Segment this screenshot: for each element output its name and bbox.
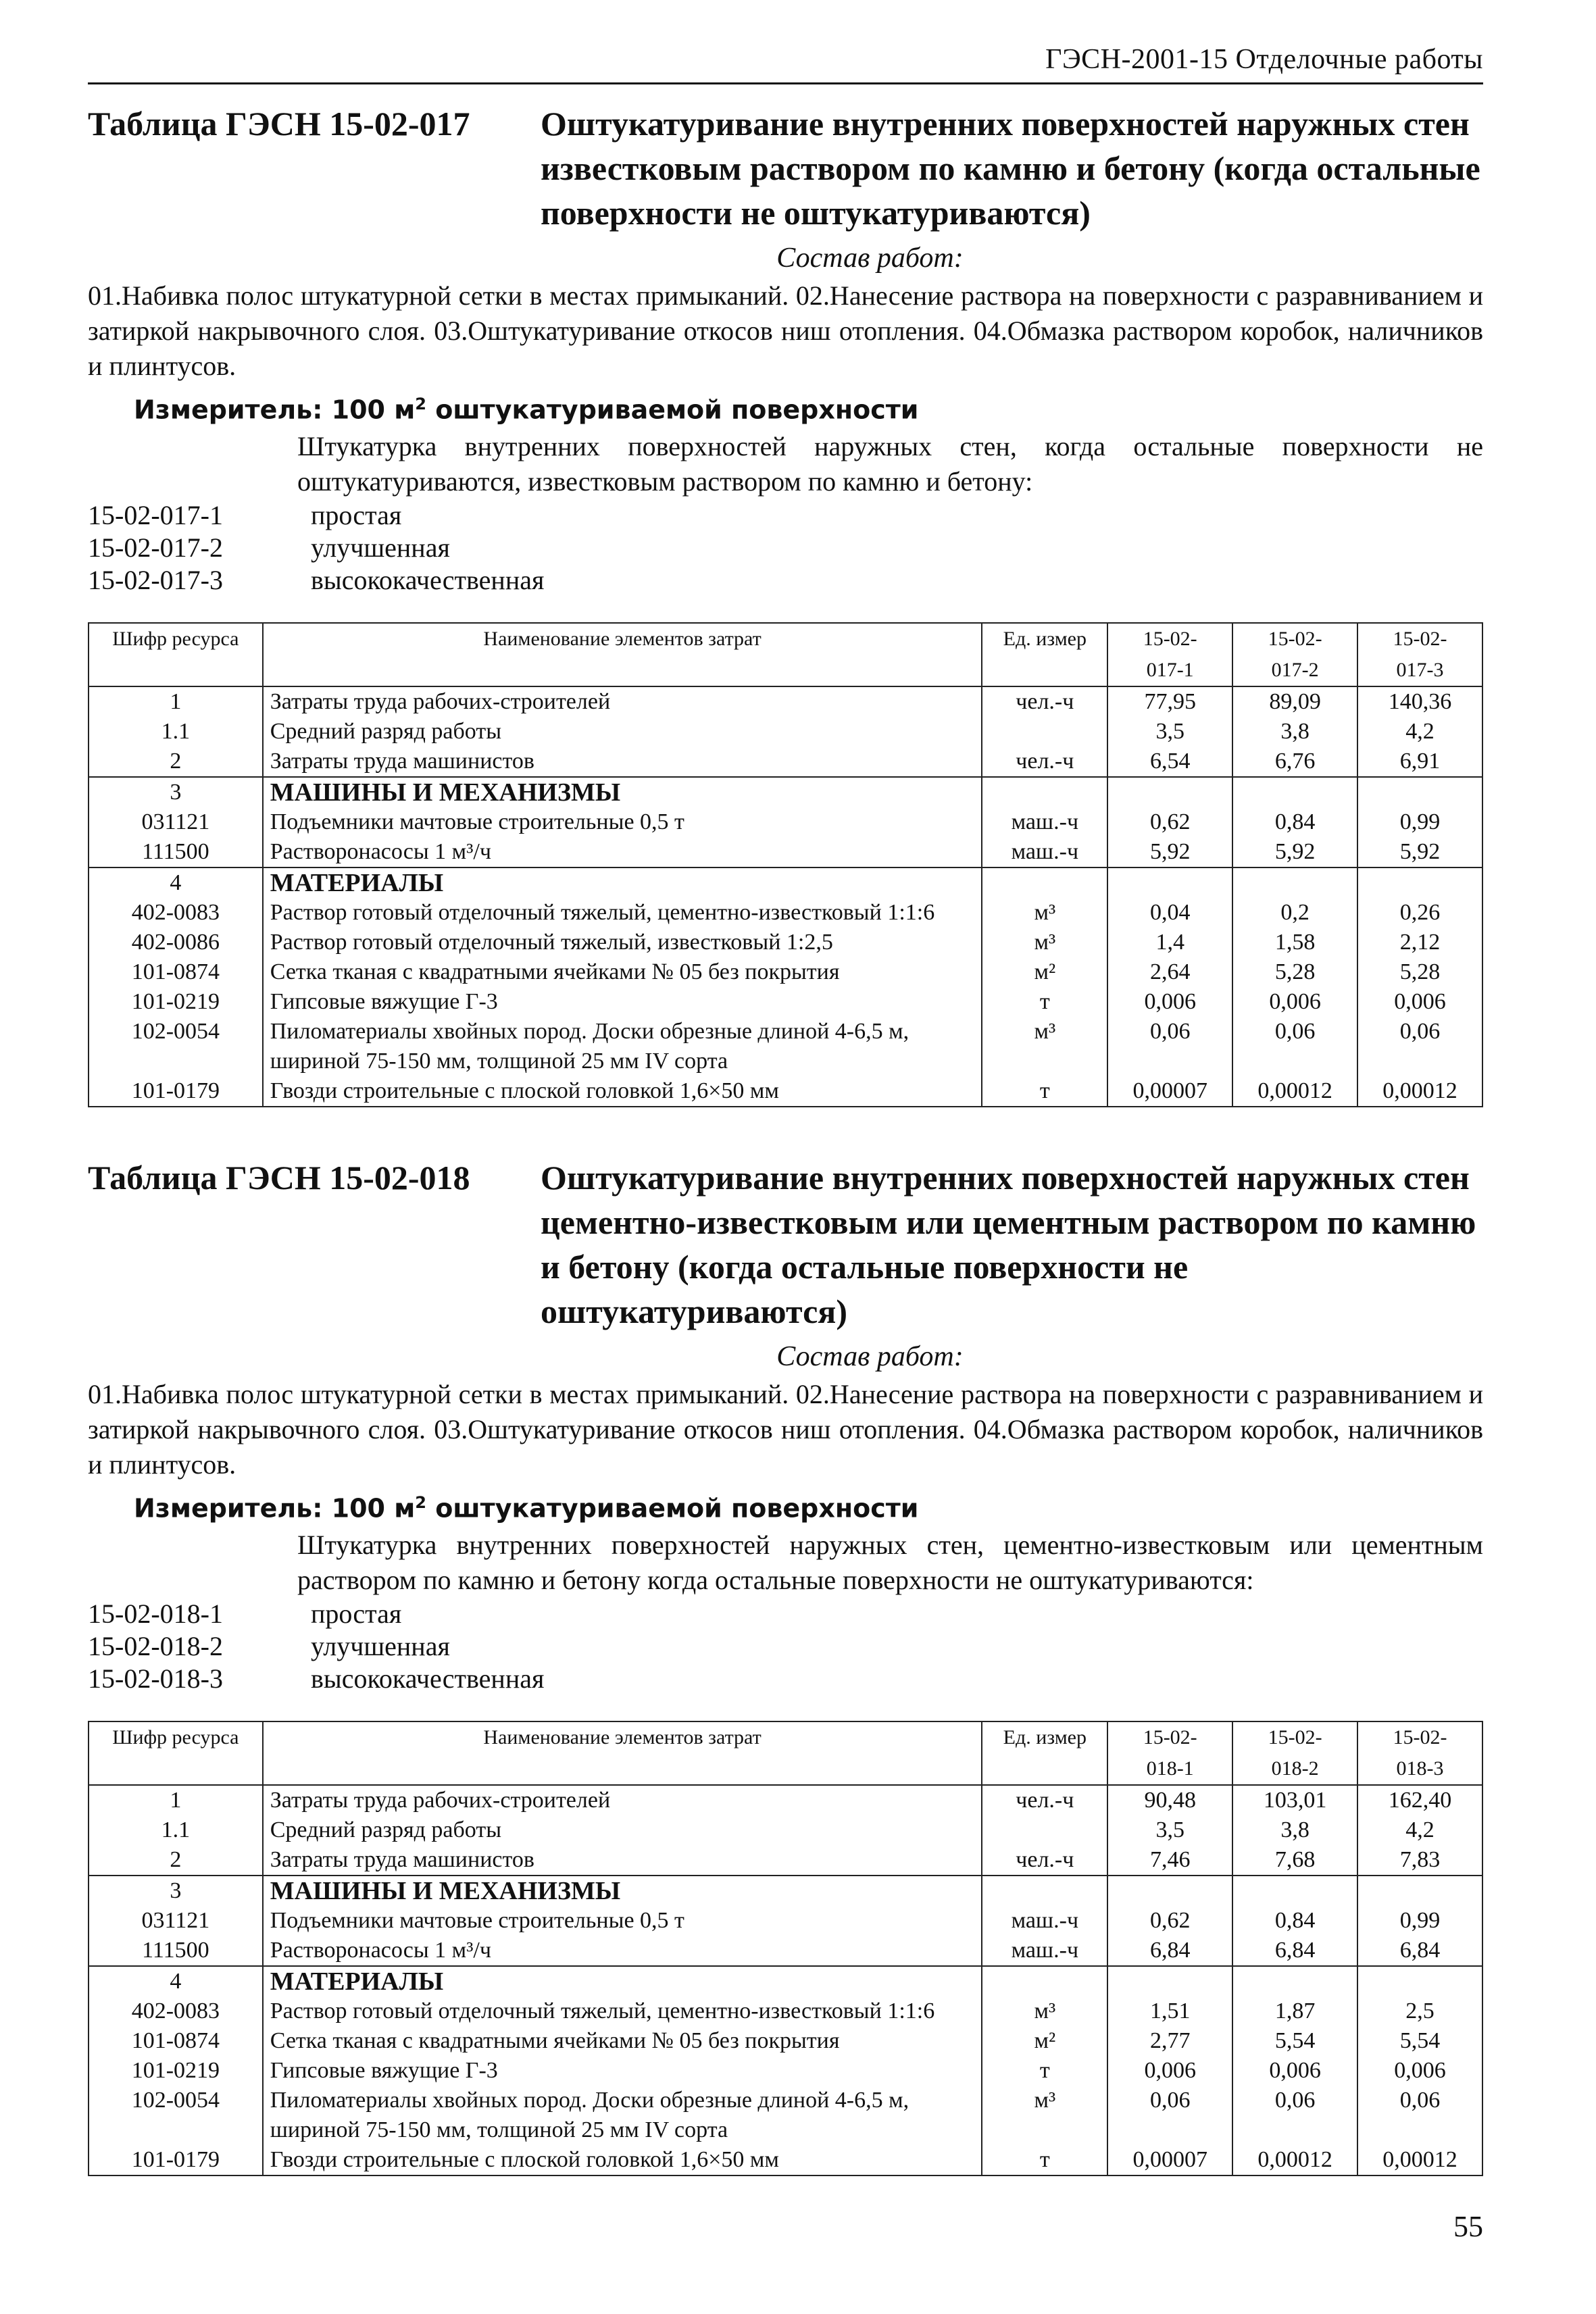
variant-row [88, 1663, 1483, 1695]
variant-name: простая [311, 499, 402, 530]
norm-value: 0,00012 [1357, 2145, 1482, 2175]
resource-code: 402-0083 [89, 898, 263, 928]
resource-code: 101-0874 [89, 2026, 263, 2056]
norm-value: 0,006 [1107, 987, 1232, 1017]
norm-value: 0,26 [1357, 898, 1482, 928]
resource-unit: чел.-ч [982, 1785, 1107, 1815]
variant-row [88, 1630, 1483, 1663]
norm-value: 3,8 [1232, 1815, 1357, 1845]
variant-code: 15-02-017-3 [88, 564, 223, 595]
empty-cell [1357, 1876, 1482, 1906]
resource-code: 101-0219 [89, 2056, 263, 2086]
resource-name: Пиломатериалы хвойных пород. Доски обрезные длиной 4-6,5 м, шириной 75-150 мм, толщиной 25 мм IV сорта [263, 2086, 982, 2145]
column-header-line1: 15-02- [1143, 627, 1197, 650]
norm-value: 0,84 [1232, 807, 1357, 837]
norm-value: 0,06 [1357, 2086, 1482, 2145]
resource-unit: м³ [982, 898, 1107, 928]
resource-name: Затраты труда машинистов [263, 1845, 982, 1876]
norm-value: 5,92 [1107, 837, 1232, 867]
table-row [89, 1906, 1482, 1936]
norm-value: 3,8 [1232, 717, 1357, 747]
meter-sup: 2 [415, 395, 426, 413]
resource-code: 402-0086 [89, 928, 263, 957]
header-rule [88, 82, 1483, 84]
norm-value: 0,06 [1232, 2086, 1357, 2145]
norm-value: 0,06 [1107, 1017, 1232, 1076]
table-row [89, 1845, 1482, 1876]
norm-value: 2,5 [1357, 1996, 1482, 2026]
resource-code: 101-0179 [89, 1076, 263, 1107]
norm-value: 140,36 [1357, 686, 1482, 717]
norm-value: 5,92 [1357, 837, 1482, 867]
variant-row [88, 499, 1483, 532]
resource-code: 111500 [89, 837, 263, 867]
norm-value: 5,54 [1357, 2026, 1482, 2056]
norm-value: 2,77 [1107, 2026, 1232, 2056]
meter-value: 100 м [331, 1493, 416, 1524]
norm-value: 7,83 [1357, 1845, 1482, 1876]
resource-name: Подъемники мачтовые строительные 0,5 т [263, 807, 982, 837]
column-header-norm [1107, 623, 1232, 686]
resource-unit: маш.-ч [982, 1936, 1107, 1966]
group-header-row [89, 1966, 1482, 1996]
column-header-unit: Ед. измер [982, 1721, 1107, 1785]
column-header-norm [1107, 1721, 1232, 1785]
resource-name: Гипсовые вяжущие Г-3 [263, 2056, 982, 2086]
norm-value: 0,00012 [1232, 2145, 1357, 2175]
norm-value: 89,09 [1232, 686, 1357, 717]
norm-value: 0,006 [1357, 2056, 1482, 2086]
group-code: 4 [89, 867, 263, 898]
table-title [88, 101, 1483, 235]
column-header-norm [1357, 623, 1482, 686]
variant-code: 15-02-017-1 [88, 499, 223, 530]
resource-unit: т [982, 1076, 1107, 1107]
resource-name: Растворонасосы 1 м³/ч [263, 1936, 982, 1966]
resource-code: 101-0219 [89, 987, 263, 1017]
norm-value: 7,68 [1232, 1845, 1357, 1876]
table-row [89, 1936, 1482, 1966]
norm-value: 0,00007 [1107, 2145, 1232, 2175]
column-header-line1: 15-02- [1143, 1726, 1197, 1749]
resource-code: 1 [89, 686, 263, 717]
table-row [89, 747, 1482, 777]
norm-value: 0,00012 [1357, 1076, 1482, 1107]
empty-cell [1232, 1876, 1357, 1906]
table-row [89, 2086, 1482, 2145]
resource-unit: чел.-ч [982, 747, 1107, 777]
column-header-line1: 15-02- [1393, 1726, 1447, 1749]
norm-value: 0,006 [1232, 2056, 1357, 2086]
column-header-norm [1357, 1721, 1482, 1785]
table-row [89, 1785, 1482, 1815]
resource-unit: м³ [982, 1017, 1107, 1076]
resource-name: Затраты труда рабочих-строителей [263, 686, 982, 717]
resource-unit: м³ [982, 928, 1107, 957]
table-row [89, 928, 1482, 957]
resource-name: Средний разряд работы [263, 1815, 982, 1845]
empty-cell [1232, 867, 1357, 898]
resource-name: Раствор готовый отделочный тяжелый, цементно-известковый 1:1:6 [263, 1996, 982, 2026]
resource-name: Раствор готовый отделочный тяжелый, цементно-известковый 1:1:6 [263, 898, 982, 928]
column-header-norm [1232, 1721, 1357, 1785]
norm-value: 0,99 [1357, 1906, 1482, 1936]
resource-code: 1.1 [89, 1815, 263, 1845]
resource-unit [982, 1815, 1107, 1845]
resource-name: Затраты труда машинистов [263, 747, 982, 777]
table-row [89, 686, 1482, 717]
column-header-line2: 018-1 [1146, 1757, 1194, 1780]
resource-unit: маш.-ч [982, 807, 1107, 837]
composition-text: 01.Набивка полос штукатурной сетки в местах примыканий. 02.Нанесение раствора на поверхности с разравниванием и затиркой накрывочного слоя. 03.Оштукатуривание откосов ниш отопления. 04.Обмазка раствором коробок, наличников и плинтусов. [88, 1379, 1483, 1480]
resource-unit: м² [982, 957, 1107, 987]
column-header-line2: 018-2 [1271, 1757, 1319, 1780]
table-id: Таблица ГЭСН 15-02-018 [88, 1159, 470, 1197]
running-head: ГЭСН-2001-15 Отделочные работы [1045, 44, 1483, 75]
resource-code: 111500 [89, 1936, 263, 1966]
norm-value: 77,95 [1107, 686, 1232, 717]
meter-value: 100 м [331, 395, 416, 425]
meter-label: Измеритель: [134, 1493, 323, 1524]
norm-value: 0,006 [1107, 2056, 1232, 2086]
meter-rest: оштукатуриваемой поверхности [435, 1493, 919, 1524]
meter-label: Измеритель: [134, 395, 323, 425]
empty-cell [1107, 1966, 1232, 1996]
empty-cell [1107, 1876, 1232, 1906]
group-code: 3 [89, 777, 263, 807]
norm-value: 4,2 [1357, 1815, 1482, 1845]
norm-value: 103,01 [1232, 1785, 1357, 1815]
empty-cell [1357, 1966, 1482, 1996]
column-header-code: Шифр ресурса [89, 1721, 263, 1785]
resource-code: 2 [89, 747, 263, 777]
norm-value: 6,84 [1107, 1936, 1232, 1966]
column-header-name: Наименование элементов затрат [263, 1721, 982, 1785]
norm-value: 2,12 [1357, 928, 1482, 957]
intro-text: Штукатурка внутренних поверхностей наружных стен, цементно-известковым или цементным раствором по камню и бетону когда остальные поверхности не оштукатуриваются: [297, 1529, 1483, 1595]
column-header-norm [1232, 623, 1357, 686]
norm-value: 6,84 [1232, 1936, 1357, 1966]
variant-name: простая [311, 1598, 402, 1629]
table-row [89, 2026, 1482, 2056]
resource-name: Гипсовые вяжущие Г-3 [263, 987, 982, 1017]
resource-name: Гвозди строительные с плоской головкой 1,6×50 мм [263, 2145, 982, 2175]
resource-code: 1.1 [89, 717, 263, 747]
empty-cell [1357, 777, 1482, 807]
table-row [89, 1996, 1482, 2026]
norm-value: 1,87 [1232, 1996, 1357, 2026]
resource-code: 102-0054 [89, 1017, 263, 1076]
norm-value: 1,58 [1232, 928, 1357, 957]
variant-name: улучшенная [311, 532, 450, 563]
norm-value: 5,28 [1232, 957, 1357, 987]
norm-value: 6,91 [1357, 747, 1482, 777]
norm-value: 0,06 [1357, 1017, 1482, 1076]
empty-cell [1357, 867, 1482, 898]
norm-value: 0,06 [1232, 1017, 1357, 1076]
norm-value: 5,28 [1357, 957, 1482, 987]
norm-value: 0,84 [1232, 1906, 1357, 1936]
resource-code: 101-0179 [89, 2145, 263, 2175]
empty-cell [1107, 777, 1232, 807]
resource-code: 2 [89, 1845, 263, 1876]
group-name: МАШИНЫ И МЕХАНИЗМЫ [263, 1876, 982, 1906]
column-header-line2: 017-3 [1396, 658, 1444, 681]
meter-sup: 2 [415, 1493, 426, 1512]
column-header-line2: 018-3 [1396, 1757, 1444, 1780]
column-header-code: Шифр ресурса [89, 623, 263, 686]
composition-heading: Состав работ: [776, 243, 964, 274]
norm-value: 0,06 [1107, 2086, 1232, 2145]
intro-text: Штукатурка внутренних поверхностей наружных стен, когда остальные поверхности не оштукатуриваются, известковым раствором по камню и бетону: [297, 430, 1483, 497]
norm-value: 6,84 [1357, 1936, 1482, 1966]
norm-value: 0,006 [1232, 987, 1357, 1017]
variant-code: 15-02-017-2 [88, 532, 223, 563]
resource-unit: м² [982, 2026, 1107, 2056]
table-row [89, 957, 1482, 987]
group-name: МАТЕРИАЛЫ [263, 1966, 982, 1996]
table-row [89, 1076, 1482, 1107]
empty-cell [1232, 1966, 1357, 1996]
norm-value: 162,40 [1357, 1785, 1482, 1815]
table-name: Оштукатуривание внутренних поверхностей наружных стен известковым раствором по камню и бетону (когда остальные поверхности не оштукатуриваются) [541, 105, 1480, 232]
table-name: Оштукатуривание внутренних поверхностей наружных стен цементно-известковым или цементным раствором по камню и бетону (когда остальные поверхности не оштукатуриваются) [541, 1159, 1476, 1330]
norm-value: 4,2 [1357, 717, 1482, 747]
variant-name: высококачественная [311, 1663, 545, 1694]
meter-line [134, 385, 1483, 429]
table-row [89, 1017, 1482, 1076]
empty-cell [982, 867, 1107, 898]
column-header-name: Наименование элементов затрат [263, 623, 982, 686]
norm-value: 6,76 [1232, 747, 1357, 777]
variant-code: 15-02-018-3 [88, 1663, 223, 1694]
table-row [89, 717, 1482, 747]
norm-value: 5,92 [1232, 837, 1357, 867]
resource-code: 102-0054 [89, 2086, 263, 2145]
resource-unit: т [982, 2056, 1107, 2086]
resource-table [88, 1721, 1483, 2176]
table-row [89, 2145, 1482, 2175]
table-id: Таблица ГЭСН 15-02-017 [88, 105, 470, 143]
resource-table [88, 622, 1483, 1107]
variant-code: 15-02-018-2 [88, 1630, 223, 1661]
resource-unit: чел.-ч [982, 686, 1107, 717]
table-title [88, 1155, 1483, 1334]
group-header-row [89, 867, 1482, 898]
table-row [89, 1815, 1482, 1845]
group-header-row [89, 1876, 1482, 1906]
norm-value: 3,5 [1107, 717, 1232, 747]
resource-unit: м³ [982, 1996, 1107, 2026]
variant-row [88, 564, 1483, 597]
table-row [89, 807, 1482, 837]
norm-value: 0,00012 [1232, 1076, 1357, 1107]
resource-unit: т [982, 987, 1107, 1017]
group-code: 4 [89, 1966, 263, 1996]
resource-code: 031121 [89, 807, 263, 837]
table-row [89, 987, 1482, 1017]
resource-unit: т [982, 2145, 1107, 2175]
column-header-line2: 017-2 [1271, 658, 1319, 681]
resource-unit: чел.-ч [982, 1845, 1107, 1876]
table-row [89, 837, 1482, 867]
group-header-row [89, 777, 1482, 807]
group-code: 3 [89, 1876, 263, 1906]
norm-value: 0,04 [1107, 898, 1232, 928]
resource-unit: маш.-ч [982, 837, 1107, 867]
resource-unit: м³ [982, 2086, 1107, 2145]
column-header-line1: 15-02- [1268, 627, 1322, 650]
norm-value: 0,2 [1232, 898, 1357, 928]
meter-line [134, 1484, 1483, 1528]
resource-name: Растворонасосы 1 м³/ч [263, 837, 982, 867]
empty-cell [982, 777, 1107, 807]
resource-unit: маш.-ч [982, 1906, 1107, 1936]
norm-value: 0,006 [1357, 987, 1482, 1017]
resource-name: Затраты труда рабочих-строителей [263, 1785, 982, 1815]
norm-value: 1,4 [1107, 928, 1232, 957]
norm-value: 0,62 [1107, 807, 1232, 837]
composition-text: 01.Набивка полос штукатурной сетки в местах примыканий. 02.Нанесение раствора на поверхности с разравниванием и затиркой накрывочного слоя. 03.Оштукатуривание откосов ниш отопления. 04.Обмазка раствором коробок, наличников и плинтусов. [88, 280, 1483, 381]
group-name: МАТЕРИАЛЫ [263, 867, 982, 898]
variant-row [88, 532, 1483, 564]
resource-name: Средний разряд работы [263, 717, 982, 747]
column-header-line2: 017-1 [1146, 658, 1194, 681]
resource-name: Подъемники мачтовые строительные 0,5 т [263, 1906, 982, 1936]
variant-code: 15-02-018-1 [88, 1598, 223, 1629]
variant-name: высококачественная [311, 564, 545, 595]
empty-cell [1107, 867, 1232, 898]
page-number: 55 [1453, 2210, 1483, 2243]
meter-rest: оштукатуриваемой поверхности [435, 395, 919, 425]
norm-table-section [88, 1155, 1483, 2176]
norm-value: 3,5 [1107, 1815, 1232, 1845]
column-header-line1: 15-02- [1393, 627, 1447, 650]
group-name: МАШИНЫ И МЕХАНИЗМЫ [263, 777, 982, 807]
resource-name: Гвозди строительные с плоской головкой 1,6×50 мм [263, 1076, 982, 1107]
table-row [89, 898, 1482, 928]
empty-cell [982, 1966, 1107, 1996]
resource-name: Пиломатериалы хвойных пород. Доски обрезные длиной 4-6,5 м, шириной 75-150 мм, толщиной 25 мм IV сорта [263, 1017, 982, 1076]
norm-value: 1,51 [1107, 1996, 1232, 2026]
norm-value: 7,46 [1107, 1845, 1232, 1876]
resource-code: 1 [89, 1785, 263, 1815]
norm-value: 6,54 [1107, 747, 1232, 777]
column-header-unit: Ед. измер [982, 623, 1107, 686]
resource-name: Сетка тканая с квадратными ячейками № 05 без покрытия [263, 2026, 982, 2056]
norm-value: 90,48 [1107, 1785, 1232, 1815]
norm-value: 0,62 [1107, 1906, 1232, 1936]
resource-code: 031121 [89, 1906, 263, 1936]
variant-row [88, 1598, 1483, 1630]
resource-name: Сетка тканая с квадратными ячейками № 05 без покрытия [263, 957, 982, 987]
empty-cell [982, 1876, 1107, 1906]
norm-value: 2,64 [1107, 957, 1232, 987]
resource-unit [982, 717, 1107, 747]
norm-table-section [88, 101, 1483, 1107]
resource-code: 101-0874 [89, 957, 263, 987]
table-row [89, 2056, 1482, 2086]
composition-heading: Состав работ: [776, 1341, 964, 1372]
norm-value: 5,54 [1232, 2026, 1357, 2056]
norm-value: 0,00007 [1107, 1076, 1232, 1107]
column-header-line1: 15-02- [1268, 1726, 1322, 1749]
resource-name: Раствор готовый отделочный тяжелый, известковый 1:2,5 [263, 928, 982, 957]
variant-name: улучшенная [311, 1630, 450, 1661]
empty-cell [1232, 777, 1357, 807]
resource-code: 402-0083 [89, 1996, 263, 2026]
norm-value: 0,99 [1357, 807, 1482, 837]
